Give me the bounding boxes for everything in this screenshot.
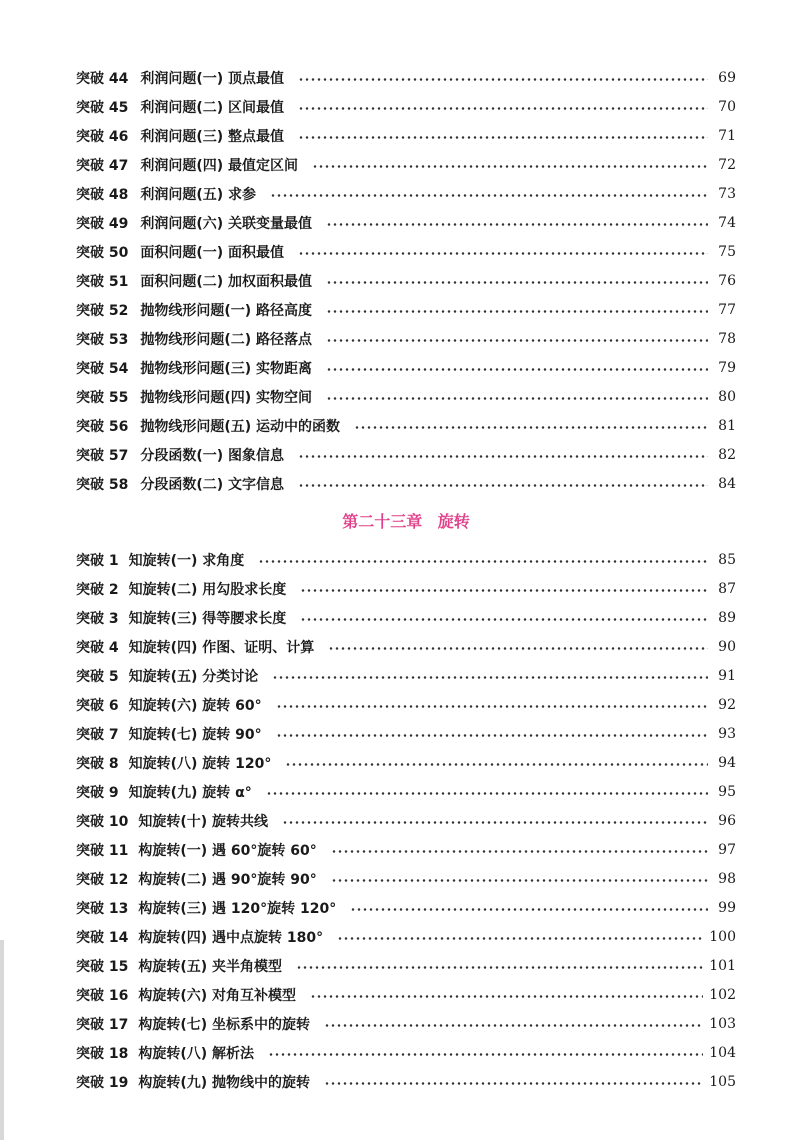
page-number: 81 xyxy=(718,417,736,434)
dot-leader xyxy=(331,850,708,853)
page-number: 71 xyxy=(718,127,736,144)
dot-leader xyxy=(337,937,703,940)
page-number: 104 xyxy=(709,1044,736,1061)
page-number: 97 xyxy=(718,841,736,858)
toc-entry[interactable] xyxy=(76,1038,736,1067)
entry-number: 突破 15 xyxy=(76,958,129,975)
page-number: 105 xyxy=(709,1073,736,1090)
dot-leader xyxy=(326,397,708,400)
toc-entry[interactable] xyxy=(76,835,736,864)
page-number: 91 xyxy=(718,667,736,684)
page-number: 82 xyxy=(718,446,736,463)
page-number: 69 xyxy=(718,69,736,86)
entry-title: 知旋转(九) 旋转 α° xyxy=(128,784,252,801)
page-number: 76 xyxy=(718,272,736,289)
page-number: 96 xyxy=(718,812,736,829)
toc-entry[interactable] xyxy=(76,440,736,469)
page-number: 95 xyxy=(718,783,736,800)
toc-entry[interactable] xyxy=(76,411,736,440)
entry-number: 突破 6 xyxy=(76,697,119,714)
dot-leader xyxy=(300,589,708,592)
entry-title: 利润问题(五) 求参 xyxy=(140,186,257,203)
toc-entry[interactable] xyxy=(76,864,736,893)
dot-leader xyxy=(298,78,708,81)
entry-number: 突破 7 xyxy=(76,726,119,743)
toc-entry[interactable] xyxy=(76,469,736,498)
previous-section-list xyxy=(76,63,736,498)
toc-entry[interactable] xyxy=(76,353,736,382)
page-number: 85 xyxy=(718,551,736,568)
entry-number: 突破 54 xyxy=(76,360,129,377)
dot-leader xyxy=(298,107,708,110)
entry-title: 分段函数(一) 图象信息 xyxy=(140,447,285,464)
entry-number: 突破 55 xyxy=(76,389,129,406)
entry-number: 突破 16 xyxy=(76,987,129,1004)
entry-number: 突破 50 xyxy=(76,244,129,261)
entry-number: 突破 8 xyxy=(76,755,119,772)
toc-entry[interactable] xyxy=(76,603,736,632)
entry-title: 知旋转(二) 用勾股求长度 xyxy=(128,581,287,598)
dot-leader xyxy=(266,792,708,795)
table-of-contents xyxy=(76,63,736,1096)
toc-entry[interactable] xyxy=(76,1009,736,1038)
page-number: 101 xyxy=(709,957,736,974)
dot-leader xyxy=(350,908,708,911)
entry-number: 突破 3 xyxy=(76,610,119,627)
toc-entry[interactable] xyxy=(76,980,736,1009)
page-number: 78 xyxy=(718,330,736,347)
page-number: 70 xyxy=(718,98,736,115)
dot-leader xyxy=(326,310,708,313)
toc-entry[interactable] xyxy=(76,179,736,208)
page-number: 75 xyxy=(718,243,736,260)
entry-title: 知旋转(六) 旋转 60° xyxy=(128,697,262,714)
toc-entry[interactable] xyxy=(76,922,736,951)
entry-title: 利润问题(一) 顶点最值 xyxy=(140,70,285,87)
toc-entry[interactable] xyxy=(76,121,736,150)
dot-leader xyxy=(298,484,708,487)
page-number: 92 xyxy=(718,696,736,713)
entry-title: 面积问题(二) 加权面积最值 xyxy=(140,273,313,290)
dot-leader xyxy=(298,136,708,139)
entry-title: 知旋转(三) 得等腰求长度 xyxy=(128,610,287,627)
dot-leader xyxy=(326,223,708,226)
entry-number: 突破 51 xyxy=(76,273,129,290)
toc-entry[interactable] xyxy=(76,893,736,922)
toc-entry[interactable] xyxy=(76,1067,736,1096)
page-number: 79 xyxy=(718,359,736,376)
page-number: 98 xyxy=(718,870,736,887)
entry-number: 突破 56 xyxy=(76,418,129,435)
dot-leader xyxy=(282,821,708,824)
toc-entry[interactable] xyxy=(76,324,736,353)
entry-title: 分段函数(二) 文字信息 xyxy=(140,476,285,493)
entry-title: 构旋转(四) 遇中点旋转 180° xyxy=(138,929,324,946)
page-number: 84 xyxy=(718,475,736,492)
dot-leader xyxy=(326,281,708,284)
toc-entry[interactable] xyxy=(76,632,736,661)
page-number: 74 xyxy=(718,214,736,231)
entry-title: 抛物线形问题(一) 路径高度 xyxy=(140,302,313,319)
entry-number: 突破 9 xyxy=(76,784,119,801)
toc-entry[interactable] xyxy=(76,63,736,92)
page-number: 77 xyxy=(718,301,736,318)
page-number: 99 xyxy=(718,899,736,916)
page-number: 94 xyxy=(718,754,736,771)
page-number: 87 xyxy=(718,580,736,597)
page-number: 73 xyxy=(718,185,736,202)
page-number: 89 xyxy=(718,609,736,626)
entry-number: 突破 12 xyxy=(76,871,129,888)
entry-number: 突破 48 xyxy=(76,186,129,203)
entry-number: 突破 52 xyxy=(76,302,129,319)
page-number: 90 xyxy=(718,638,736,655)
entry-number: 突破 58 xyxy=(76,476,129,493)
page-number: 93 xyxy=(718,725,736,742)
dot-leader xyxy=(276,734,708,737)
page-number: 100 xyxy=(709,928,736,945)
entry-title: 利润问题(四) 最值定区间 xyxy=(140,157,299,174)
toc-entry[interactable] xyxy=(76,661,736,690)
entry-title: 知旋转(五) 分类讨论 xyxy=(128,668,259,685)
entry-number: 突破 14 xyxy=(76,929,129,946)
entry-title: 知旋转(一) 求角度 xyxy=(128,552,245,569)
dot-leader xyxy=(300,618,708,621)
toc-entry[interactable] xyxy=(76,690,736,719)
entry-title: 抛物线形问题(三) 实物距离 xyxy=(140,360,313,377)
toc-entry[interactable] xyxy=(76,951,736,980)
toc-entry[interactable] xyxy=(76,806,736,835)
toc-entry[interactable] xyxy=(76,719,736,748)
entry-title: 构旋转(七) 坐标系中的旋转 xyxy=(138,1016,311,1033)
entry-title: 构旋转(八) 解析法 xyxy=(138,1045,255,1062)
dot-leader xyxy=(328,647,708,650)
entry-number: 突破 17 xyxy=(76,1016,129,1033)
dot-leader xyxy=(326,368,708,371)
dot-leader xyxy=(298,252,708,255)
entry-title: 知旋转(四) 作图、证明、计算 xyxy=(128,639,315,656)
dot-leader xyxy=(324,1024,703,1027)
entry-title: 利润问题(六) 关联变量最值 xyxy=(140,215,313,232)
toc-entry[interactable] xyxy=(76,266,736,295)
dot-leader xyxy=(324,1082,703,1085)
toc-entry[interactable] xyxy=(76,237,736,266)
entry-title: 构旋转(一) 遇 60°旋转 60° xyxy=(138,842,317,859)
page-number: 80 xyxy=(718,388,736,405)
entry-title: 构旋转(六) 对角互补模型 xyxy=(138,987,297,1004)
entry-number: 突破 13 xyxy=(76,900,129,917)
toc-entry[interactable] xyxy=(76,382,736,411)
dot-leader xyxy=(268,1053,703,1056)
dot-leader xyxy=(276,705,708,708)
chapter-23-list xyxy=(76,545,736,1096)
entry-title: 知旋转(七) 旋转 90° xyxy=(128,726,262,743)
entry-title: 知旋转(八) 旋转 120° xyxy=(128,755,272,772)
dot-leader xyxy=(310,995,703,998)
dot-leader xyxy=(296,966,703,969)
entry-title: 构旋转(三) 遇 120°旋转 120° xyxy=(138,900,337,917)
toc-entry[interactable] xyxy=(76,777,736,806)
entry-title: 构旋转(五) 夹半角模型 xyxy=(138,958,283,975)
dot-leader xyxy=(272,676,708,679)
entry-number: 突破 4 xyxy=(76,639,119,656)
entry-number: 突破 46 xyxy=(76,128,129,145)
entry-number: 突破 49 xyxy=(76,215,129,232)
dot-leader xyxy=(312,165,708,168)
entry-number: 突破 10 xyxy=(76,813,129,830)
toc-entry[interactable] xyxy=(76,92,736,121)
entry-title: 构旋转(九) 抛物线中的旋转 xyxy=(138,1074,311,1091)
dot-leader xyxy=(258,560,708,563)
toc-entry[interactable] xyxy=(76,574,736,603)
entry-number: 突破 18 xyxy=(76,1045,129,1062)
entry-number: 突破 53 xyxy=(76,331,129,348)
dot-leader xyxy=(270,194,708,197)
chapter-heading: 第二十三章 旋转 xyxy=(342,512,470,531)
entry-title: 利润问题(三) 整点最值 xyxy=(140,128,285,145)
page-edge-shadow xyxy=(0,940,4,1140)
page-number: 103 xyxy=(709,1015,736,1032)
page-number: 72 xyxy=(718,156,736,173)
entry-number: 突破 1 xyxy=(76,552,119,569)
entry-number: 突破 19 xyxy=(76,1074,129,1091)
entry-title: 面积问题(一) 面积最值 xyxy=(140,244,285,261)
entry-title: 利润问题(二) 区间最值 xyxy=(140,99,285,116)
toc-entry[interactable] xyxy=(76,150,736,179)
entry-number: 突破 44 xyxy=(76,70,129,87)
entry-title: 抛物线形问题(二) 路径落点 xyxy=(140,331,313,348)
toc-entry[interactable] xyxy=(76,748,736,777)
entry-title: 抛物线形问题(四) 实物空间 xyxy=(140,389,313,406)
entry-number: 突破 45 xyxy=(76,99,129,116)
dot-leader xyxy=(354,426,708,429)
dot-leader xyxy=(331,879,708,882)
page-number: 102 xyxy=(709,986,736,1003)
toc-entry[interactable] xyxy=(76,545,736,574)
toc-entry[interactable] xyxy=(76,208,736,237)
entry-title: 构旋转(二) 遇 90°旋转 90° xyxy=(138,871,317,888)
entry-number: 突破 57 xyxy=(76,447,129,464)
entry-title: 抛物线形问题(五) 运动中的函数 xyxy=(140,418,341,435)
dot-leader xyxy=(298,455,708,458)
entry-number: 突破 47 xyxy=(76,157,129,174)
entry-number: 突破 2 xyxy=(76,581,119,598)
entry-number: 突破 11 xyxy=(76,842,129,859)
dot-leader xyxy=(285,763,708,766)
dot-leader xyxy=(326,339,708,342)
entry-number: 突破 5 xyxy=(76,668,119,685)
entry-title: 知旋转(十) 旋转共线 xyxy=(138,813,269,830)
toc-entry[interactable] xyxy=(76,295,736,324)
